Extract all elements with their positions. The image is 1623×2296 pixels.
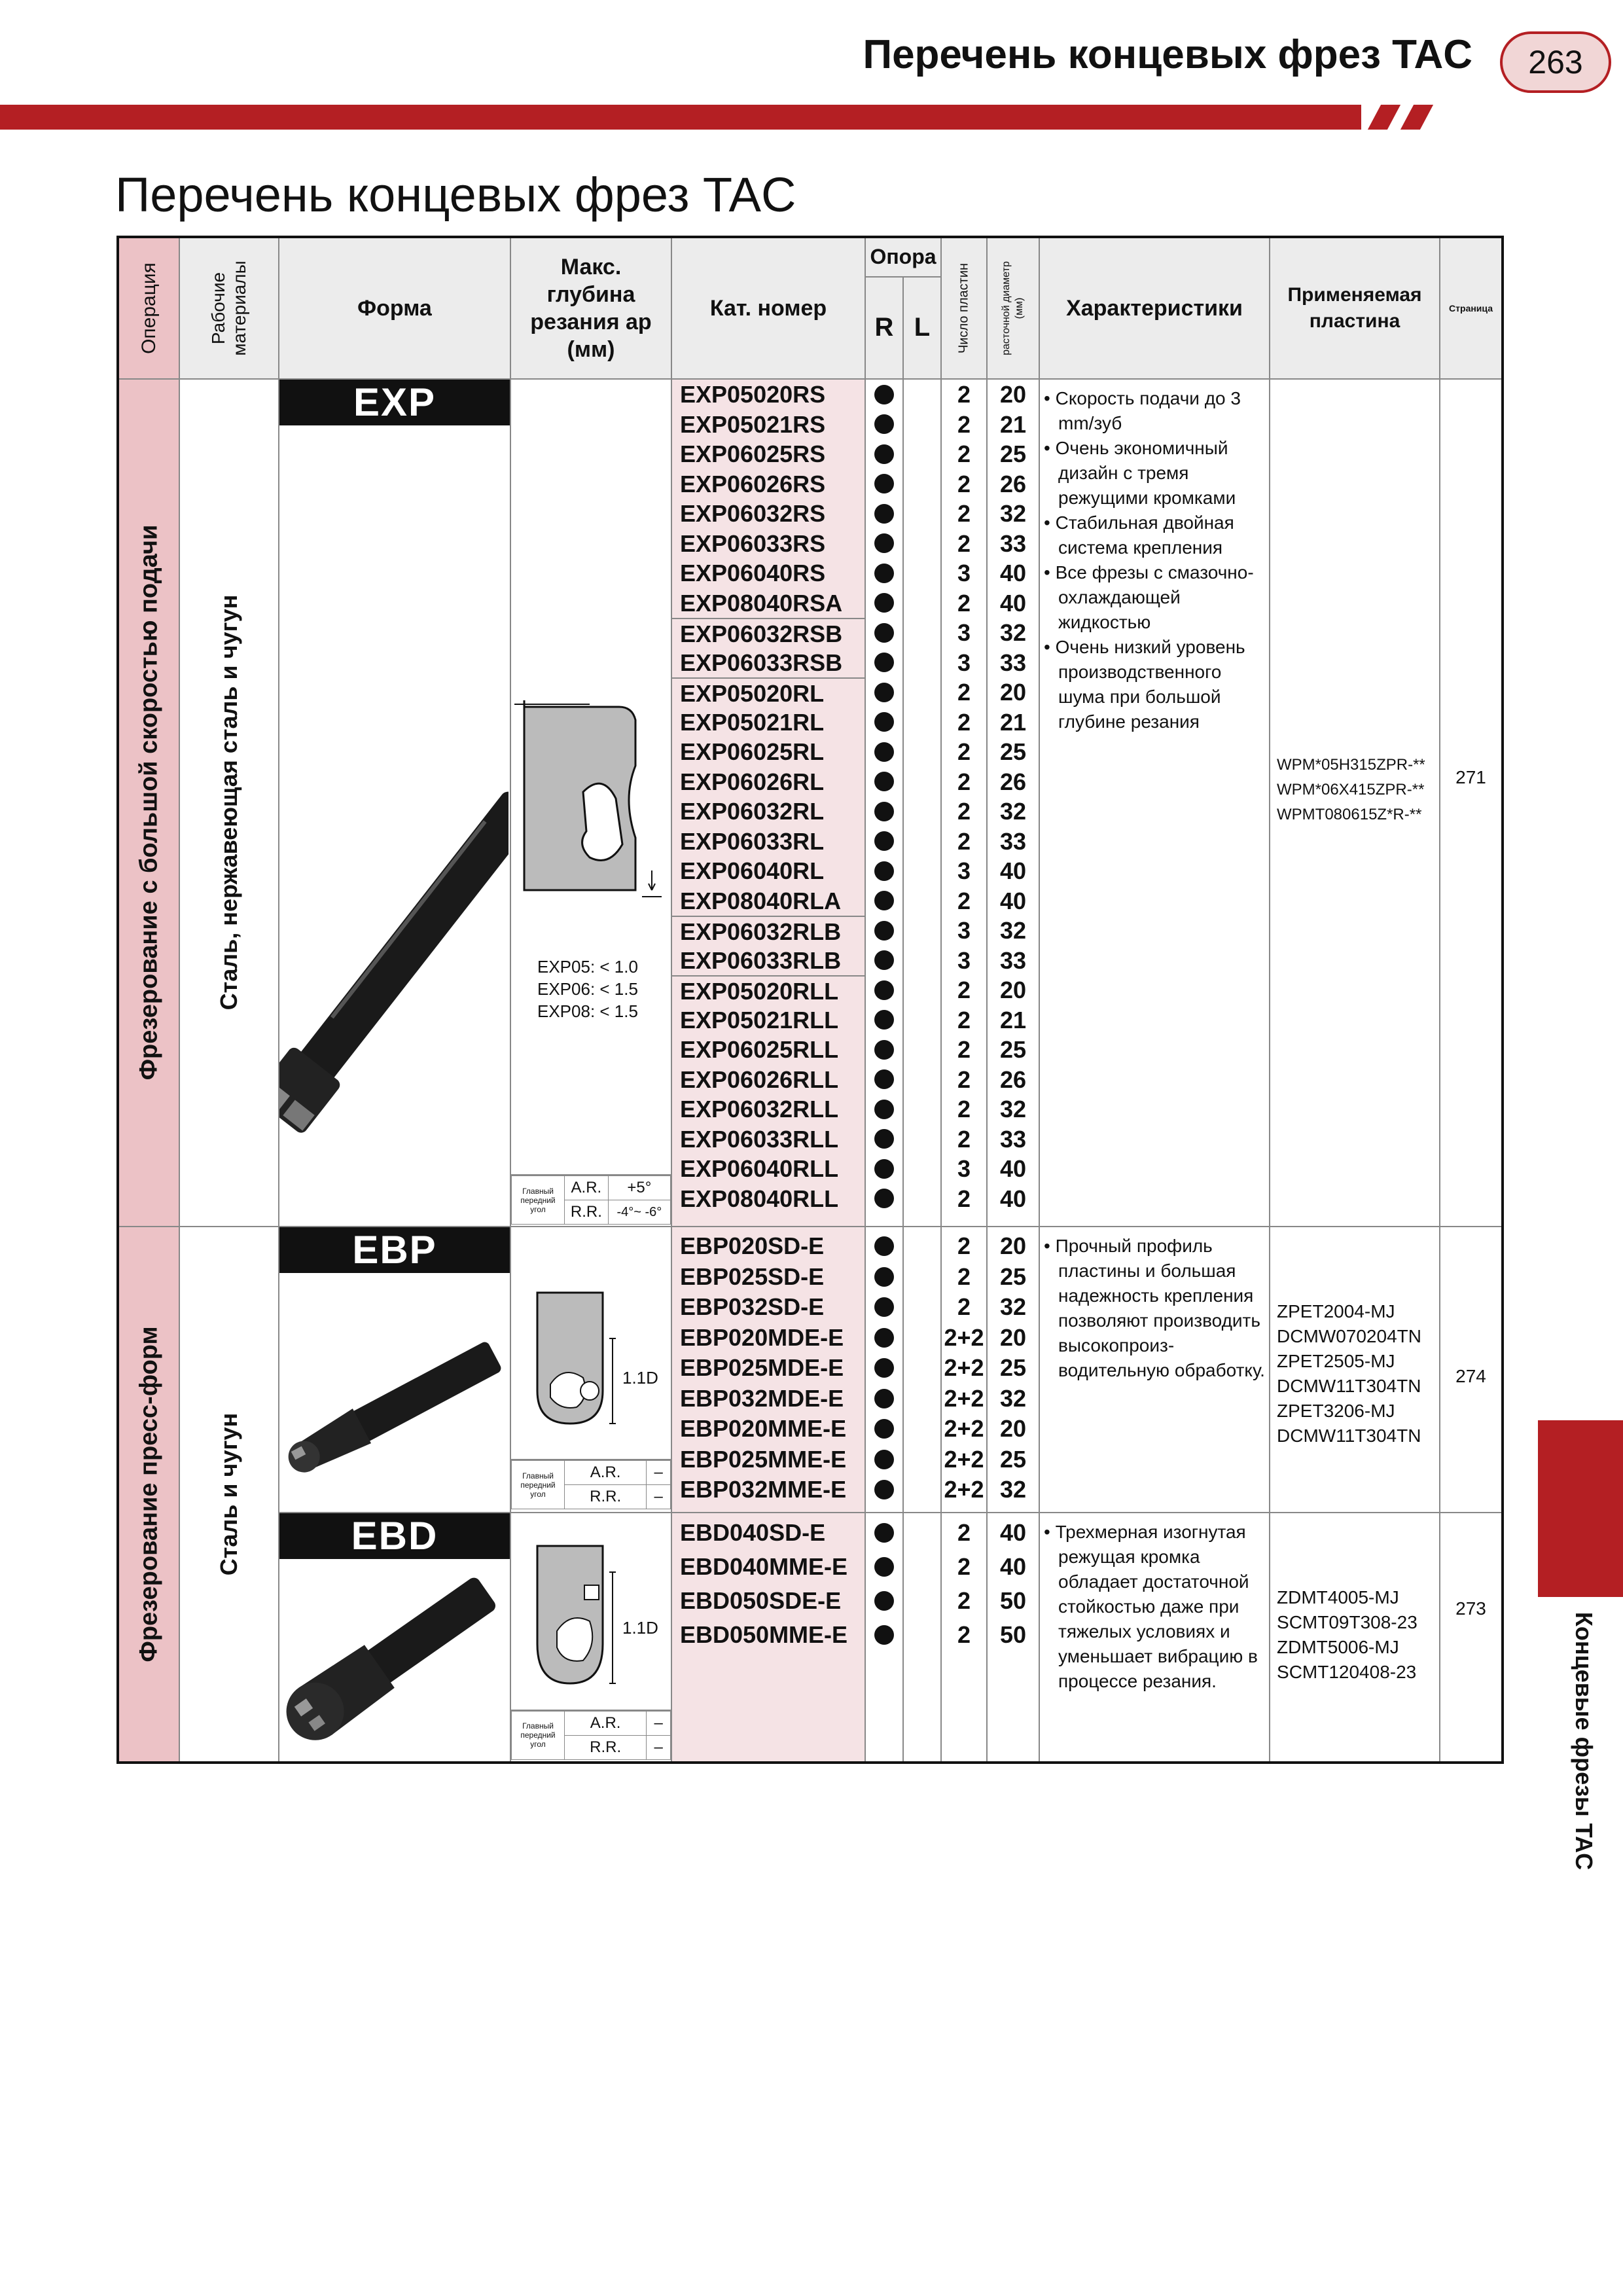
diameter: 25 xyxy=(999,1354,1027,1381)
num-inserts: 3 xyxy=(957,560,971,586)
diameter: 25 xyxy=(999,1036,1027,1063)
d-cell-exp xyxy=(987,379,1039,1227)
diameter: 20 xyxy=(999,1323,1027,1351)
support-r-dot xyxy=(866,975,902,1005)
n-cell-exp xyxy=(941,379,987,1227)
diameter: 33 xyxy=(999,827,1027,855)
header-diameter: расточной диаметр (мм) xyxy=(987,237,1039,379)
num-inserts: 2 xyxy=(957,589,971,617)
cut-profile-exp-icon xyxy=(511,694,669,910)
num-inserts: 2+2 xyxy=(944,1323,984,1351)
side-tab-label: Концевые фрезы TAC xyxy=(1571,1611,1597,1871)
header-row-1 xyxy=(118,237,1503,277)
insert-code: DCMW11T304TN xyxy=(1277,1426,1421,1446)
filled-circle-icon xyxy=(874,1100,894,1119)
diameter: 33 xyxy=(999,946,1027,974)
diameter: 32 xyxy=(999,917,1027,944)
cat-number: EXP06033RL xyxy=(680,827,825,855)
num-inserts: 3 xyxy=(957,649,971,676)
filled-circle-icon xyxy=(874,980,894,1000)
insert-code: WPM*05H315ZPR-** xyxy=(1277,756,1425,774)
filled-circle-icon xyxy=(874,623,894,643)
diameter: 40 xyxy=(999,1155,1027,1182)
diameter: 32 xyxy=(999,1384,1027,1412)
cat-number: EXP06026RL xyxy=(680,768,825,795)
series-badge-ebp: EBP xyxy=(279,1227,510,1273)
d-cell-ebd xyxy=(987,1513,1039,1763)
support-r-dot xyxy=(866,797,902,827)
filled-circle-icon xyxy=(874,1625,894,1645)
page-cell-ebd: 273 xyxy=(1440,1513,1503,1763)
diameter: 21 xyxy=(999,708,1027,736)
insert-code: ZPET3206-MJ xyxy=(1277,1401,1395,1421)
cat-number: EXP06026RLL xyxy=(680,1066,839,1093)
num-inserts: 2 xyxy=(957,798,971,825)
filled-circle-icon xyxy=(874,1129,894,1149)
page-number-badge: 263 xyxy=(1500,31,1611,93)
diameter: 33 xyxy=(999,649,1027,676)
support-r-dot xyxy=(866,1516,902,1550)
filled-circle-icon xyxy=(874,1267,894,1287)
header-shape: Форма xyxy=(279,237,510,379)
num-inserts: 2 xyxy=(957,1232,971,1259)
diameter: 25 xyxy=(999,738,1027,765)
series-badge-exp: EXP xyxy=(279,380,510,425)
feature-item: • Скорость подачи до 3 mm/зуб xyxy=(1044,388,1241,433)
support-r-dot xyxy=(866,1444,902,1475)
filled-circle-icon xyxy=(874,1236,894,1256)
header-r: R xyxy=(865,277,903,379)
d-cell-ebp xyxy=(987,1227,1039,1513)
insert-code: ZDMT4005-MJ xyxy=(1277,1587,1399,1607)
filled-circle-icon xyxy=(874,653,894,672)
cat-number: EXP05020RLL xyxy=(672,975,865,1005)
num-inserts: 2 xyxy=(957,1036,971,1063)
num-inserts: 2 xyxy=(957,529,971,557)
num-inserts: 2 xyxy=(957,500,971,527)
num-inserts: 2 xyxy=(957,1125,971,1153)
page-cell-ebp: 274 xyxy=(1440,1227,1503,1513)
filled-circle-icon xyxy=(874,712,894,732)
num-inserts: 2 xyxy=(957,887,971,914)
header-operation: Операция xyxy=(118,237,179,379)
diameter: 26 xyxy=(999,768,1027,795)
support-r-dot xyxy=(866,439,902,469)
cat-number: EXP06026RS xyxy=(680,470,826,497)
support-r-dot xyxy=(866,1292,902,1323)
cat-number: EXP06033RS xyxy=(680,529,826,557)
rake-angle-box-ebp: Главный передний угол A.R. – R.R. – xyxy=(511,1459,671,1509)
num-inserts: 2 xyxy=(957,440,971,467)
num-inserts: 2 xyxy=(957,977,971,1003)
filled-circle-icon xyxy=(874,1523,894,1543)
header-insert: Применяемая пластина xyxy=(1270,237,1440,379)
n-cell-ebd xyxy=(941,1513,987,1763)
diameter: 50 xyxy=(999,1587,1027,1614)
filled-circle-icon xyxy=(874,1297,894,1317)
support-r-dot xyxy=(866,1094,902,1124)
filled-circle-icon xyxy=(874,742,894,762)
cat-number: EXP06033RLL xyxy=(680,1125,839,1153)
cat-number: EBD050SDE-E xyxy=(680,1587,842,1614)
diameter: 20 xyxy=(999,977,1027,1003)
cat-number: EXP06025RL xyxy=(680,738,825,765)
support-r-dot xyxy=(866,1584,902,1618)
num-inserts: 2 xyxy=(957,1006,971,1033)
cat-number: EBD040SD-E xyxy=(680,1518,826,1546)
num-inserts: 2 xyxy=(957,708,971,736)
diameter: 20 xyxy=(999,1415,1027,1442)
features-cell-ebd xyxy=(1039,1513,1270,1763)
diameter: 21 xyxy=(999,410,1027,438)
support-r-dot xyxy=(866,1124,902,1155)
diameter: 40 xyxy=(999,1552,1027,1580)
support-r-dot xyxy=(866,1323,902,1354)
cat-number: EXP06032RSB xyxy=(672,618,865,648)
feature-item: • Все фрезы с смазочно-охлаждающей жидкостью xyxy=(1044,562,1254,632)
support-r-dot xyxy=(866,648,902,678)
cat-number: EBP025SD-E xyxy=(680,1263,825,1290)
filled-circle-icon xyxy=(874,1040,894,1060)
header-cat-no: Кат. номер xyxy=(671,237,865,379)
num-inserts: 2 xyxy=(957,410,971,438)
cat-number: EXP06032RLB xyxy=(672,916,865,946)
insert-code: ZPET2004-MJ xyxy=(1277,1301,1395,1321)
group-ebd xyxy=(118,1513,1503,1763)
diameter: 20 xyxy=(999,679,1027,706)
support-r-dot xyxy=(866,827,902,857)
rake-angle-box-ebd: Главный передний угол A.R. – R.R. – xyxy=(511,1710,671,1760)
filled-circle-icon xyxy=(874,1010,894,1030)
filled-circle-icon xyxy=(874,802,894,821)
depth-cell-ebd xyxy=(510,1513,671,1763)
materials-cell-molds: Сталь и чугун xyxy=(179,1227,279,1763)
support-r-dot xyxy=(866,1414,902,1444)
filled-circle-icon xyxy=(874,1419,894,1439)
insert-code: WPM*06X415ZPR-** xyxy=(1277,781,1425,798)
filled-circle-icon xyxy=(874,474,894,493)
support-r-dot xyxy=(866,1005,902,1035)
l-cell-exp xyxy=(903,379,941,1227)
num-inserts: 2 xyxy=(957,1587,971,1614)
insert-code: SCMT09T308-23 xyxy=(1277,1611,1418,1632)
cat-number: EXP06025RLL xyxy=(680,1036,839,1063)
group-exp xyxy=(118,379,1503,1227)
insert-code: ZDMT5006-MJ xyxy=(1277,1636,1399,1657)
support-r-dot xyxy=(866,737,902,767)
support-r-dot xyxy=(866,380,902,410)
diameter: 32 xyxy=(999,1476,1027,1503)
num-inserts: 2 xyxy=(957,1552,971,1580)
cat-number: EXP06040RL xyxy=(680,857,825,884)
end-mill-ebp-icon xyxy=(279,1273,508,1509)
filled-circle-icon xyxy=(874,950,894,970)
tool-list-table xyxy=(116,236,1504,1764)
filled-circle-icon xyxy=(874,564,894,583)
feature-item: • Очень низкий уровень производственного шума при большой глубине резания xyxy=(1044,637,1245,732)
cat-number: EXP06033RLB xyxy=(680,946,842,974)
header-materials: Рабочие материалы xyxy=(179,237,279,379)
group-ebp xyxy=(118,1227,1503,1513)
cat-number: EBD040MME-E xyxy=(680,1552,848,1580)
features-cell-exp xyxy=(1039,379,1270,1227)
diameter: 33 xyxy=(999,529,1027,557)
num-inserts: 2+2 xyxy=(944,1415,984,1442)
num-inserts: 2+2 xyxy=(944,1476,984,1503)
support-r-dot xyxy=(866,1231,902,1262)
cat-number: EXP05021RL xyxy=(680,708,825,736)
r-cell-ebp xyxy=(865,1227,903,1513)
support-r-dot xyxy=(866,1262,902,1293)
feature-item: • Трехмерная изогнутая режущая кромка обладает достаточной стойкостью даже при тяжелых условиях и уменьшает вибрацию в процессе резания. xyxy=(1044,1521,1258,1691)
cat-number: EXP06040RS xyxy=(680,560,826,586)
diameter: 26 xyxy=(999,1066,1027,1093)
diameter: 25 xyxy=(999,1263,1027,1290)
dim-label-ebp: 1.1D xyxy=(622,1368,658,1388)
feature-item: • Прочный профиль пластины и большая надежность крепления позволяют производить высокопроиз-водительную обработку. xyxy=(1044,1236,1265,1380)
num-inserts: 3 xyxy=(957,857,971,884)
header-features: Характеристики xyxy=(1039,237,1270,379)
filled-circle-icon xyxy=(874,1358,894,1378)
filled-circle-icon xyxy=(874,444,894,464)
cat-number: EXP06032RLL xyxy=(680,1096,839,1122)
support-r-dot xyxy=(866,469,902,499)
diameter: 32 xyxy=(999,798,1027,825)
support-r-dot xyxy=(866,916,902,946)
diameter: 40 xyxy=(999,560,1027,586)
diameter: 40 xyxy=(999,1185,1027,1212)
cat-number: EXP08040RSA xyxy=(680,589,843,617)
diameter: 32 xyxy=(999,1293,1027,1320)
num-inserts: 2 xyxy=(957,1066,971,1093)
support-r-dot xyxy=(866,588,902,619)
diameter: 40 xyxy=(999,887,1027,914)
cat-number: EBP020SD-E xyxy=(680,1232,825,1259)
support-r-dot xyxy=(866,886,902,916)
rake-angle-box-exp: Главный передний угол A.R. +5° R.R. -4°~ -6° xyxy=(511,1174,671,1225)
cat-number: EBP032MDE-E xyxy=(680,1384,844,1412)
support-r-dot xyxy=(866,558,902,588)
depth-cell-ebp xyxy=(510,1227,671,1513)
filled-circle-icon xyxy=(874,593,894,613)
support-r-dot xyxy=(866,410,902,440)
header-page: Страница xyxy=(1440,237,1503,379)
filled-circle-icon xyxy=(874,831,894,851)
features-cell-ebp xyxy=(1039,1227,1270,1513)
filled-circle-icon xyxy=(874,1557,894,1577)
num-inserts: 2 xyxy=(957,679,971,706)
num-inserts: 2+2 xyxy=(944,1384,984,1412)
feature-item: • Очень экономичный дизайн с тремя режущими кромками xyxy=(1044,438,1236,508)
diameter: 32 xyxy=(999,619,1027,646)
diameter: 25 xyxy=(999,1445,1027,1473)
r-cell-exp xyxy=(865,379,903,1227)
cat-number: EBP032MME-E xyxy=(680,1476,847,1503)
series-badge-ebd: EBD xyxy=(279,1513,510,1559)
support-r-dot xyxy=(866,946,902,976)
insert-cell-ebd xyxy=(1270,1513,1440,1763)
cat-cell-ebp xyxy=(671,1227,865,1513)
insert-code: DCMW070204TN xyxy=(1277,1326,1421,1346)
num-inserts: 2 xyxy=(957,827,971,855)
header-num-inserts: Число пластин xyxy=(941,237,987,379)
num-inserts: 2+2 xyxy=(944,1445,984,1473)
l-cell-ebp xyxy=(903,1227,941,1513)
support-r-dot xyxy=(866,856,902,886)
filled-circle-icon xyxy=(874,533,894,553)
filled-circle-icon xyxy=(874,1069,894,1089)
num-inserts: 3 xyxy=(957,1155,971,1182)
depth-cell-exp xyxy=(510,379,671,1227)
insert-cell-exp xyxy=(1270,379,1440,1227)
side-tab-marker xyxy=(1538,1420,1623,1597)
header-red-band xyxy=(0,105,1361,130)
cat-number: EXP08040RLL xyxy=(680,1185,839,1212)
num-inserts: 3 xyxy=(957,619,971,646)
insert-cell-ebp xyxy=(1270,1227,1440,1513)
diameter: 20 xyxy=(999,381,1027,408)
operation-cell-exp: Фрезерование с большой скоростью подачи xyxy=(118,379,179,1227)
num-inserts: 2 xyxy=(957,1621,971,1648)
cat-number: EXP06032RL xyxy=(680,798,825,825)
support-r-dot xyxy=(866,1550,902,1584)
header-title: Перечень концевых фрез TAC xyxy=(863,32,1472,77)
cat-number: EBP032SD-E xyxy=(680,1293,825,1320)
header-l: L xyxy=(903,277,941,379)
support-r-dot xyxy=(866,618,902,648)
num-inserts: 2 xyxy=(957,1518,971,1546)
num-inserts: 2 xyxy=(957,768,971,795)
operation-cell-molds: Фрезерование пресс-форм xyxy=(118,1227,179,1763)
support-r-dot xyxy=(866,1035,902,1065)
num-inserts: 2 xyxy=(957,470,971,497)
diameter: 26 xyxy=(999,470,1027,497)
support-r-dot xyxy=(866,1353,902,1384)
cat-cell-ebd xyxy=(671,1513,865,1763)
num-inserts: 2 xyxy=(957,381,971,408)
end-mill-exp-icon xyxy=(279,425,508,1224)
diameter: 40 xyxy=(999,589,1027,617)
diameter: 40 xyxy=(999,1518,1027,1546)
shape-cell-ebp xyxy=(279,1227,510,1513)
insert-code: DCMW11T304TN xyxy=(1277,1376,1421,1396)
num-inserts: 2 xyxy=(957,1096,971,1122)
section-title: Перечень концевых фрез TAC xyxy=(115,168,796,222)
support-r-dot xyxy=(866,1384,902,1414)
ball-profile-ebp-icon xyxy=(511,1266,669,1450)
cat-number: EXP06033RSB xyxy=(680,649,843,676)
filled-circle-icon xyxy=(874,683,894,702)
support-r-dot xyxy=(866,1154,902,1184)
support-r-dot xyxy=(866,529,902,559)
filled-circle-icon xyxy=(874,504,894,524)
materials-cell-exp: Сталь, нержавеющая сталь и чугун xyxy=(179,379,279,1227)
num-inserts: 2 xyxy=(957,1263,971,1290)
cat-number: EXP05020RS xyxy=(680,381,826,408)
diameter: 20 xyxy=(999,1232,1027,1259)
dim-label-ebd: 1.1D xyxy=(622,1617,658,1638)
num-inserts: 2 xyxy=(957,1185,971,1212)
filled-circle-icon xyxy=(874,1480,894,1499)
filled-circle-icon xyxy=(874,891,894,910)
num-inserts: 2+2 xyxy=(944,1354,984,1381)
support-r-dot xyxy=(866,677,902,708)
cat-number: EXP05020RL xyxy=(672,677,865,708)
support-r-dot xyxy=(866,708,902,738)
end-mill-ebd-icon xyxy=(279,1559,508,1755)
filled-circle-icon xyxy=(874,414,894,434)
cat-number: EXP05021RS xyxy=(680,410,826,438)
cat-number: EXP06025RS xyxy=(680,440,826,467)
cat-number: EBP025MDE-E xyxy=(680,1354,844,1381)
num-inserts: 2 xyxy=(957,1293,971,1320)
diameter: 21 xyxy=(999,1006,1027,1033)
filled-circle-icon xyxy=(874,1591,894,1611)
l-cell-ebd xyxy=(903,1513,941,1763)
depth-notes-exp: EXP05: < 1.0 EXP06: < 1.5 EXP08: < 1.5 xyxy=(537,957,638,1021)
cat-number: EBP020MME-E xyxy=(680,1415,847,1442)
feature-item: • Стабильная двойная система крепления xyxy=(1044,512,1234,558)
num-inserts: 3 xyxy=(957,917,971,944)
cat-number: EXP06040RLL xyxy=(680,1155,839,1182)
filled-circle-icon xyxy=(874,772,894,791)
support-r-dot xyxy=(866,1184,902,1214)
filled-circle-icon xyxy=(874,921,894,941)
r-cell-ebd xyxy=(865,1513,903,1763)
diameter: 32 xyxy=(999,1096,1027,1122)
filled-circle-icon xyxy=(874,861,894,881)
header-slash-2 xyxy=(1400,105,1433,130)
shape-cell-ebd xyxy=(279,1513,510,1763)
header-slash-1 xyxy=(1368,105,1400,130)
diameter: 25 xyxy=(999,440,1027,467)
diameter: 32 xyxy=(999,500,1027,527)
filled-circle-icon xyxy=(874,1189,894,1208)
support-r-dot xyxy=(866,1618,902,1652)
filled-circle-icon xyxy=(874,1389,894,1408)
insert-code: ZPET2505-MJ xyxy=(1277,1351,1395,1371)
diameter: 33 xyxy=(999,1125,1027,1153)
cat-number: EBP020MDE-E xyxy=(680,1323,844,1351)
page-cell-exp: 271 xyxy=(1440,379,1503,1227)
support-r-dot xyxy=(866,767,902,797)
filled-circle-icon xyxy=(874,1450,894,1469)
cat-cell-exp xyxy=(671,379,865,1227)
support-r-dot xyxy=(866,1475,902,1505)
filled-circle-icon xyxy=(874,1328,894,1348)
n-cell-ebp xyxy=(941,1227,987,1513)
diameter: 40 xyxy=(999,857,1027,884)
cat-number: EBD050MME-E xyxy=(680,1621,848,1648)
header-support: Опора xyxy=(865,237,941,277)
support-r-dot xyxy=(866,499,902,529)
filled-circle-icon xyxy=(874,385,894,404)
shape-cell-exp xyxy=(279,379,510,1227)
num-inserts: 3 xyxy=(957,946,971,974)
header-max-depth: Макс. глубина резания ap (мм) xyxy=(510,237,671,379)
cat-number: EBP025MME-E xyxy=(680,1445,847,1473)
insert-code: WPMT080615Z*R-** xyxy=(1277,806,1422,823)
diameter: 50 xyxy=(999,1621,1027,1648)
num-inserts: 2 xyxy=(957,738,971,765)
filled-circle-icon xyxy=(874,1159,894,1179)
support-r-dot xyxy=(866,1065,902,1095)
cat-number: EXP06032RS xyxy=(680,500,826,527)
insert-code: SCMT120408-23 xyxy=(1277,1661,1417,1682)
cat-number: EXP05021RLL xyxy=(680,1006,839,1033)
cat-number: EXP08040RLA xyxy=(680,887,842,914)
